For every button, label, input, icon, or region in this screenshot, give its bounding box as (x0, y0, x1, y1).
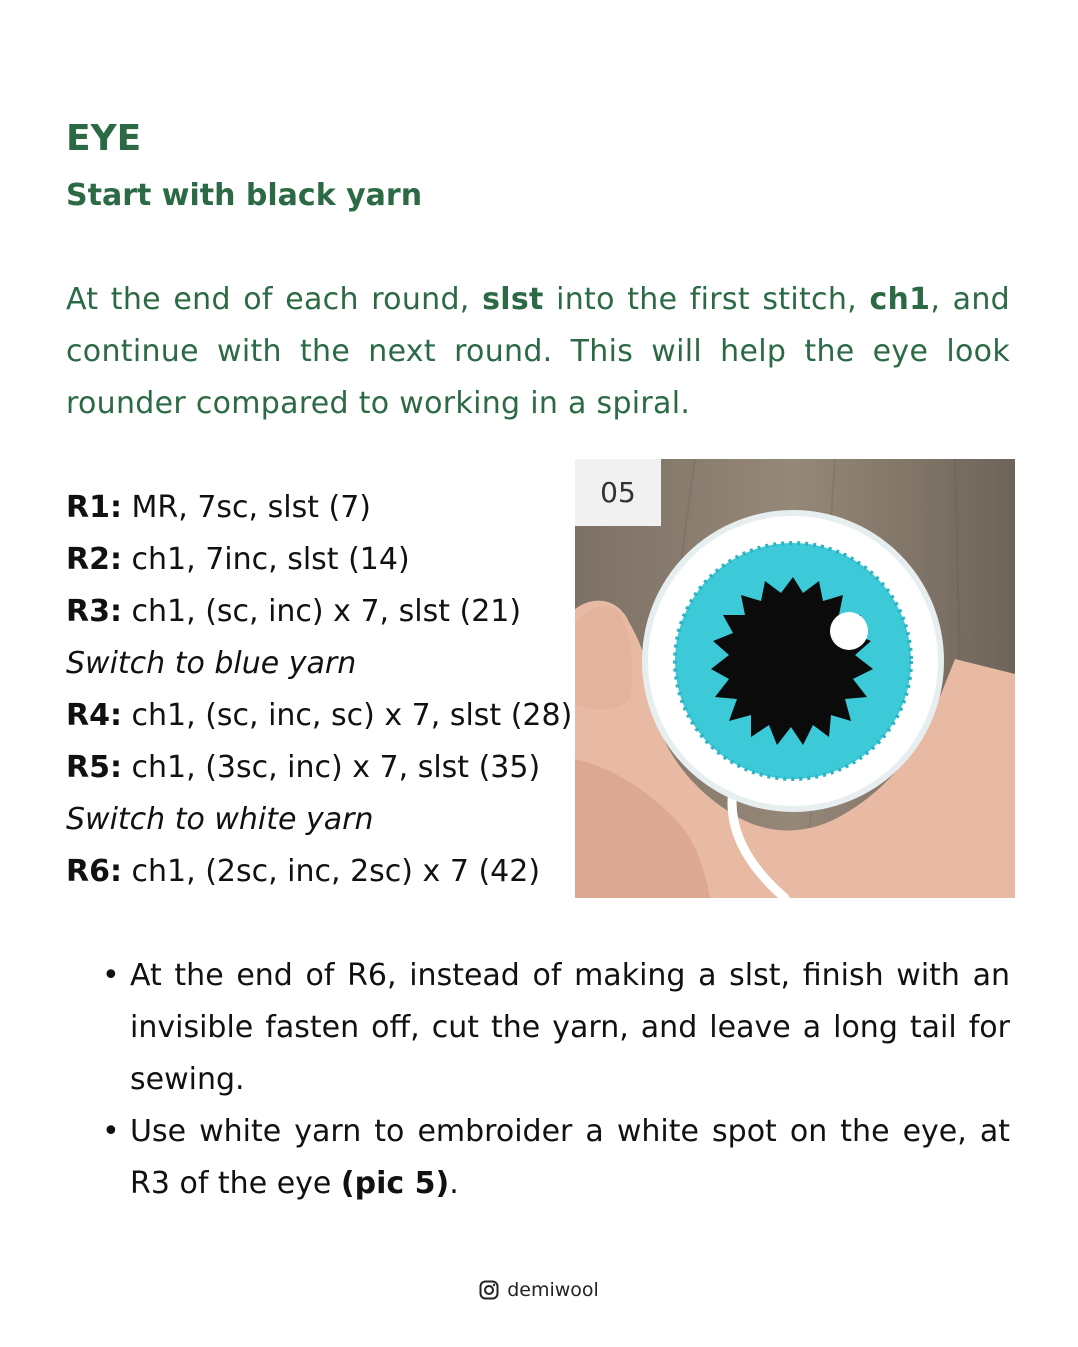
intro-text-1: At the end of each round, (66, 282, 483, 317)
round-row (66, 690, 573, 742)
instruction-bullets (66, 950, 1010, 1210)
intro-text-2: into the first stitch, (543, 282, 870, 317)
round-label: R1: (66, 490, 122, 525)
round-text: ch1, (3sc, inc) x 7, slst (35) (121, 750, 541, 785)
intro-text-3: , and continue with the next round. This will help the eye look rounder compared to working in a spiral. (66, 282, 1010, 421)
round-row (66, 742, 566, 794)
bullet-item (66, 1106, 1010, 1210)
round-label: R6: (66, 854, 122, 889)
round-text: ch1, (sc, inc, sc) x 7, slst (28) (121, 698, 573, 733)
round-row (66, 534, 566, 586)
intro-bold-ch1: ch1 (869, 282, 931, 317)
photo-number-label: 05 (575, 459, 661, 526)
round-text: ch1, (2sc, inc, 2sc) x 7 (42) (121, 854, 541, 889)
intro-bold-slst: slst (482, 282, 544, 317)
instagram-icon (479, 1280, 499, 1300)
bullet-text: Use white yarn to embroider a white spot on the eye, at R3 of the eye (130, 1114, 1010, 1201)
round-label: R4: (66, 698, 122, 733)
thumb-shape (575, 606, 633, 709)
bullet-item: • At the end of R6, instead of making a slst, finish with an invisible fasten off, cut the yarn, and leave a long tail for sewing. (66, 950, 1010, 1106)
round-row (66, 846, 566, 898)
round-instructions (66, 482, 573, 898)
round-label: R2: (66, 542, 122, 577)
bullet-bold-ref: (pic 5) (340, 1166, 450, 1201)
round-text: ch1, (sc, inc) x 7, slst (21) (121, 594, 522, 629)
yarn-switch-note: Switch to blue yarn (66, 646, 357, 681)
section-title: EYE (66, 118, 142, 159)
eye-photo (575, 459, 1015, 898)
yarn-switch-note: Switch to white yarn (66, 802, 374, 837)
footer-credit (0, 1279, 1078, 1301)
footer-handle[interactable]: demiwool (507, 1279, 599, 1301)
round-label: R5: (66, 750, 122, 785)
round-text: MR, 7sc, slst (7) (121, 490, 371, 525)
eye-highlight-spot (830, 612, 868, 650)
bullet-end: . (449, 1166, 459, 1201)
round-row (66, 586, 566, 638)
intro-paragraph (66, 274, 1010, 430)
section-subtitle: Start with black yarn (66, 178, 423, 213)
round-label: R3: (66, 594, 122, 629)
round-row (66, 482, 566, 534)
round-text: ch1, 7inc, slst (14) (121, 542, 410, 577)
